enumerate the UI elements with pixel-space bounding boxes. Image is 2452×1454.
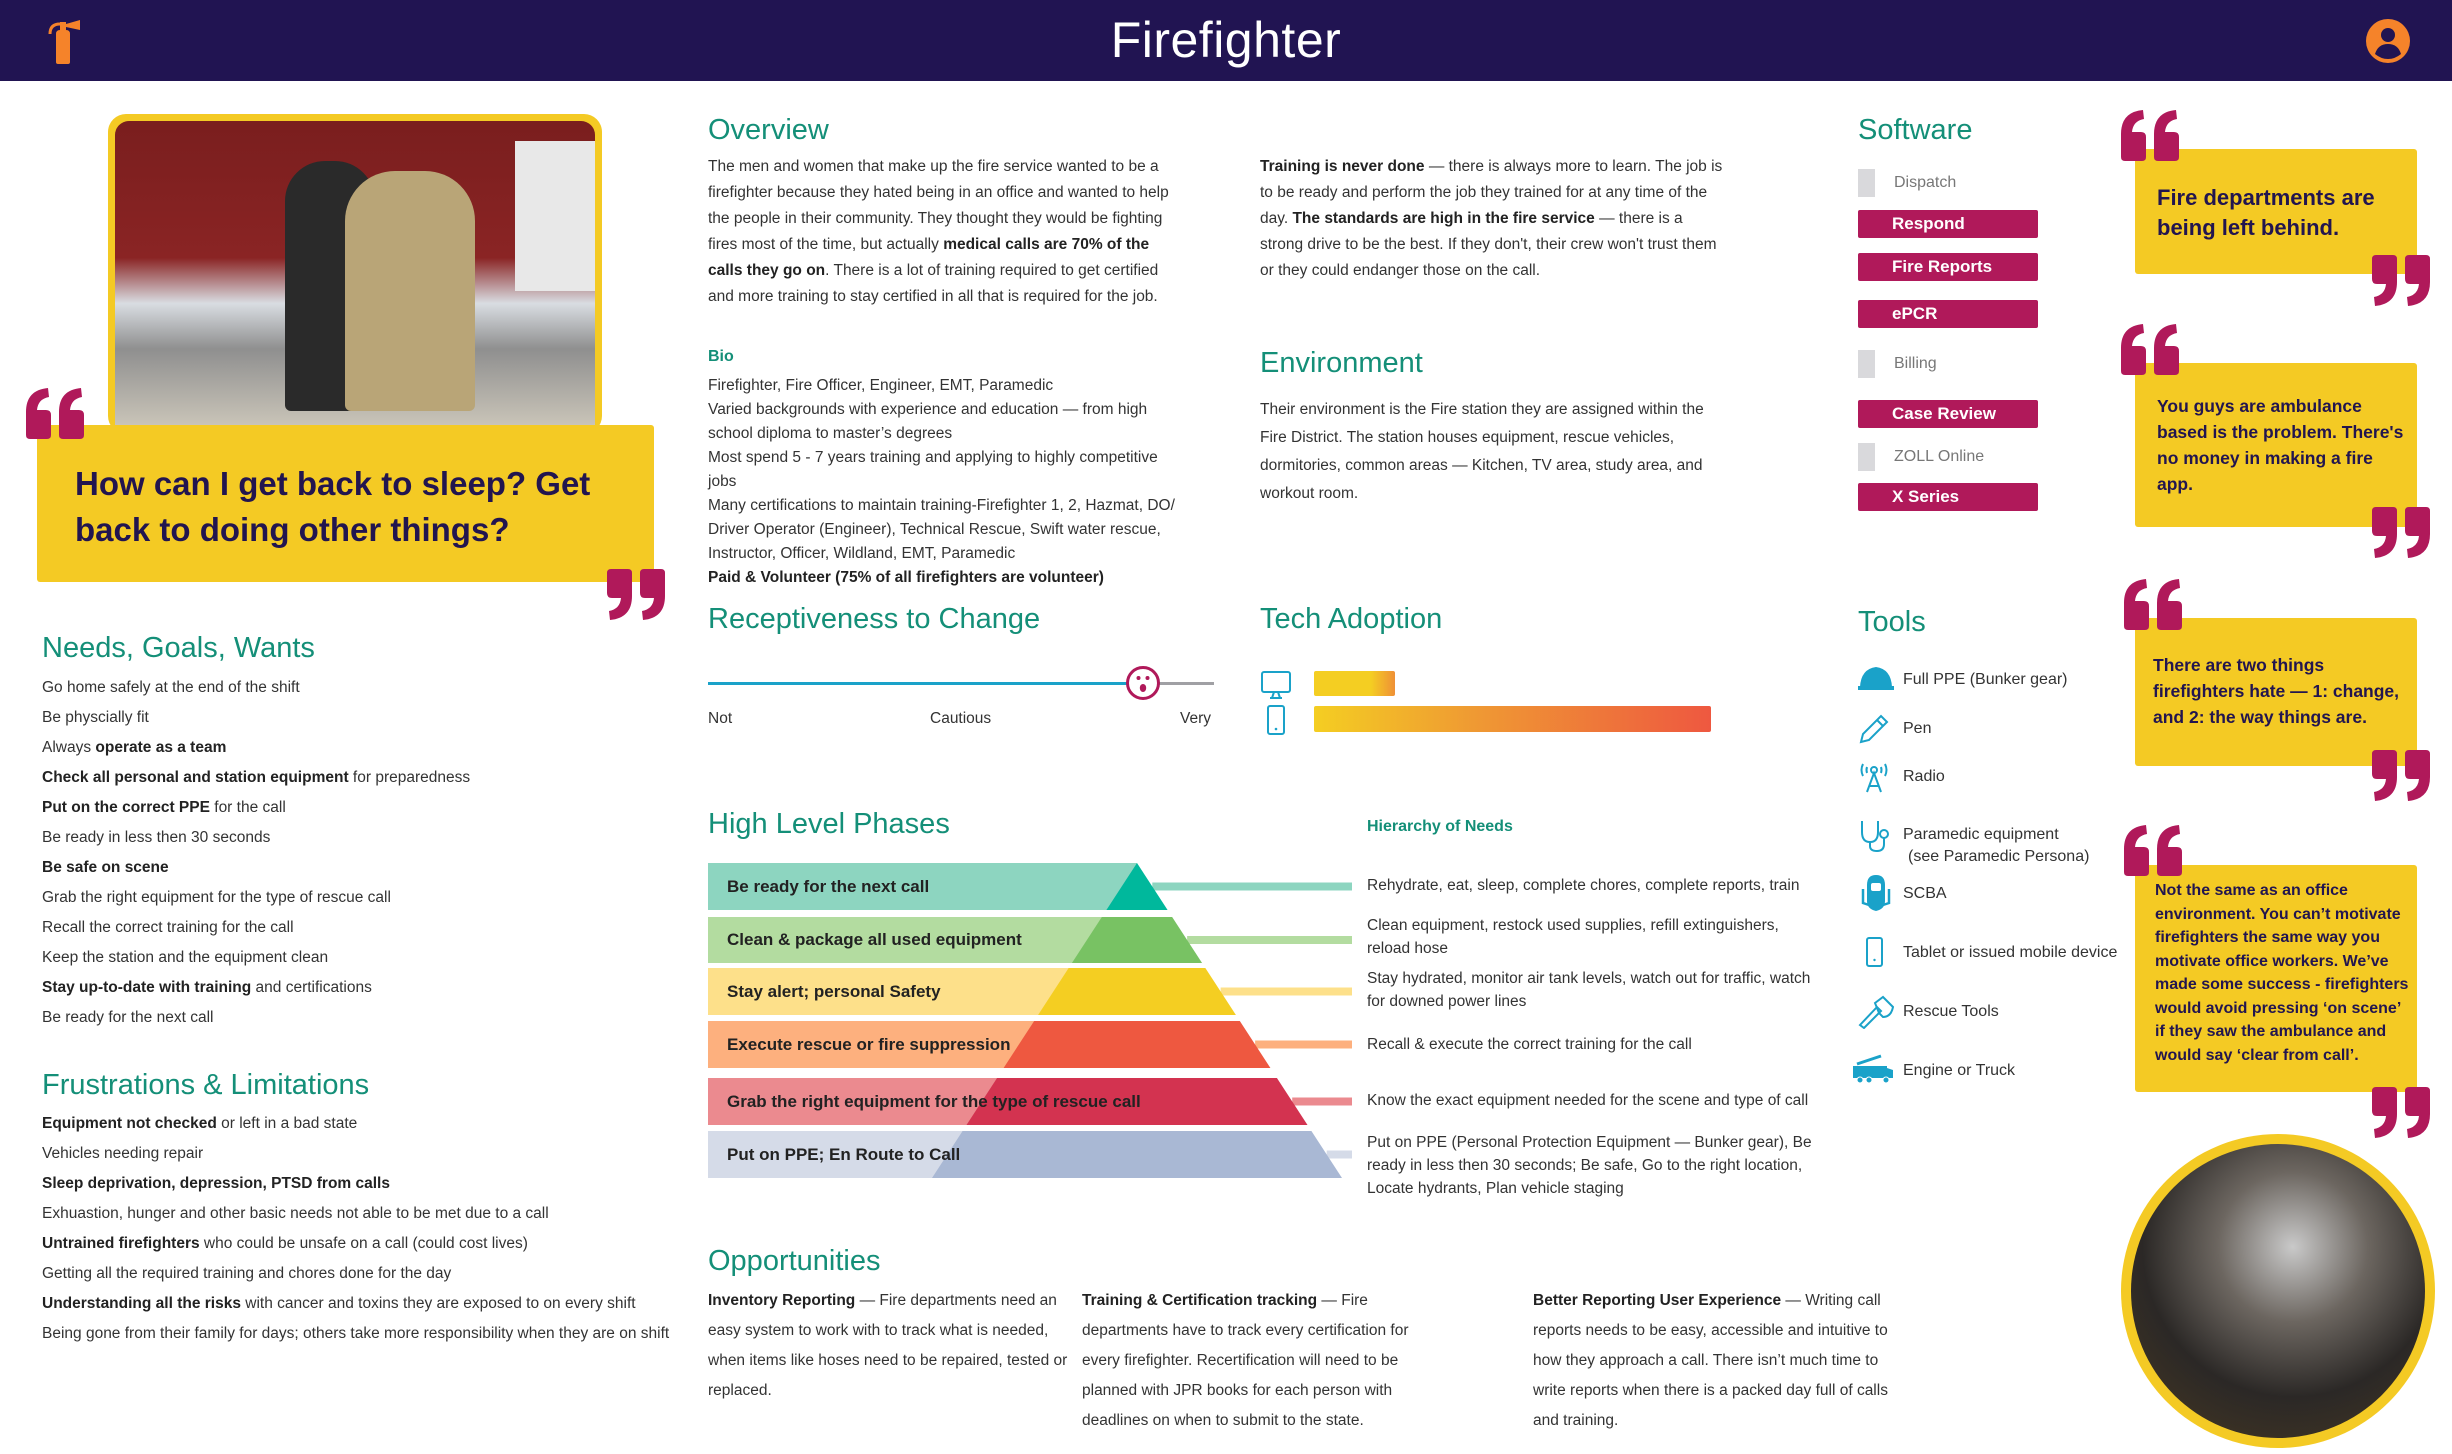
tool-radio — [1903, 766, 1945, 788]
bold-text: Training is never done — [1260, 158, 1425, 175]
bold-text: Understanding all the risks — [42, 1295, 241, 1312]
open-quote-icon — [2119, 322, 2181, 376]
close-quote-icon — [2370, 506, 2432, 560]
tool-tablet — [1903, 942, 2117, 964]
text-segment: Exhuastion, hunger and other basic needs not able to be met due to a call — [42, 1205, 549, 1222]
bold-text: Stay up-to-date with training — [42, 979, 252, 996]
text-segment: with cancer and toxins they are exposed to on every shift — [240, 1295, 636, 1312]
environment-text: Their environment is the Fire station they are assigned within the Fire District. The station houses equipment, rescue vehicles, dormitories, common areas — Kitchen, TV area, study area, and workout room. — [1260, 401, 1704, 502]
opportunity-text: — Writing call reports needs to be easy, accessible and intuitive to how they approach a call. There isn’t much time to write reports when there is a packed day full of calls and training. — [1533, 1292, 1888, 1429]
environment-heading: Environment — [1260, 347, 1423, 379]
opportunity-item — [1082, 1286, 1442, 1436]
hierarchy-heading: Hierarchy of Needs — [1367, 818, 1513, 835]
phases-heading: High Level Phases — [708, 808, 950, 840]
opportunity-item — [1533, 1286, 1903, 1436]
tool-label: Rescue Tools — [1903, 1003, 1999, 1020]
tool-label: Radio — [1903, 768, 1945, 785]
bold-text: The standards are high in the fire service — [1292, 210, 1595, 227]
bold-text: Be safe on scene — [42, 859, 169, 876]
phase-label: Clean & package all used equipment — [727, 930, 1022, 949]
bold-text: Check all personal and station equipment — [42, 769, 349, 786]
close-quote-icon — [2370, 1086, 2432, 1140]
quote-box — [2135, 363, 2417, 527]
text-segment: The men and women that make up the fire service wanted to be a firefighter because they hated being in an office and wanted to help the people in their community. They thought they would be fighting fires most of the time, but actually — [708, 158, 1169, 253]
phase-need: Recall & execute the correct training for the call — [1367, 1036, 1692, 1053]
text-segment: Grab the right equipment for the type of rescue call — [42, 889, 391, 906]
opportunity-title: Inventory Reporting — [708, 1292, 856, 1309]
open-quote-icon — [2122, 823, 2184, 877]
bold-text: operate as a team — [95, 739, 227, 756]
quote-text: Not the same as an office environment. You can’t motivate firefighters the same way you motivate office workers. We’ve made some success - firefighters would avoid pressing ‘on scene’ if they saw the ambulance and would say ‘clear from call’. — [2155, 882, 2409, 1064]
receptiveness-label-very: Very — [1180, 710, 1212, 727]
bold-text: Equipment not checked — [42, 1115, 217, 1132]
tool-label: SCBA — [1903, 885, 1947, 902]
text-segment: Being gone from their family for days; others take more responsibility when they are on shift — [42, 1325, 670, 1342]
receptiveness-heading: Receptiveness to Change — [708, 603, 1041, 635]
pyramid-tier — [1038, 968, 1236, 1015]
text-segment: . There is a lot of training required to get certified and more training to stay certified in all that is required for the job. — [708, 262, 1159, 305]
phase-need: Clean equipment, restock used supplies, refill extinguishers, reload hose — [1367, 917, 1779, 957]
software-item-used: ePCR — [1858, 300, 2038, 328]
bio-heading: Bio — [708, 348, 734, 365]
tool-label: Pen — [1903, 720, 1932, 737]
tool-rescue — [1903, 1001, 1999, 1023]
tool-sublabel: (see Paramedic Persona) — [1908, 848, 2090, 865]
opportunity-text: — Fire departments have to track every certification for every firefighter. Recertification will need to be planned with JPR books for each person with deadlines on when to submit to the state. — [1082, 1292, 1409, 1429]
page-title: Firefighter — [1110, 12, 1342, 68]
tool-label: Full PPE (Bunker gear) — [1903, 671, 2068, 688]
text-segment: — there is always more to learn. The job is to be ready and perform the job they trained for at any time of the day. — [1260, 158, 1723, 227]
text-segment: Most spend 5 - 7 years training and applying to highly competitive jobs — [708, 449, 1158, 490]
text-segment: — there is a strong drive to be the best. If they don't, their crew won't trust them or they could endanger those on the call. — [1260, 210, 1717, 279]
phase-label: Stay alert; personal Safety — [727, 982, 941, 1001]
pyramid-tier — [1004, 1021, 1271, 1068]
scba-mask-icon — [1857, 873, 1895, 913]
opportunity-title: Better Reporting User Experience — [1533, 1292, 1782, 1309]
open-quote-icon — [2122, 577, 2184, 631]
text-segment: Getting all the required training and chores done for the day — [42, 1265, 452, 1282]
tablet-icon — [1857, 936, 1891, 972]
software-item-unused: Billing — [1858, 350, 2038, 378]
close-quote-icon — [2370, 749, 2432, 803]
text-segment: for the call — [209, 799, 286, 816]
phase-need: Put on PPE (Personal Protection Equipment — Bunker gear), Be ready in less then 30 seconds; Be safe, Go to the right location, Locate hydrants, Plan vehicle staging — [1367, 1134, 1812, 1197]
software-item-used: Case Review — [1858, 400, 2038, 428]
opportunities-heading: Opportunities — [708, 1245, 881, 1277]
phase-label: Put on PPE; En Route to Call — [727, 1145, 961, 1164]
pyramid-tier — [932, 1131, 1342, 1178]
firefighter-circle-photo — [2131, 1144, 2425, 1438]
text-segment: or left in a bad state — [216, 1115, 358, 1132]
phase-need: Stay hydrated, monitor air tank levels, watch out for traffic, watch for downed power lines — [1367, 970, 1811, 1010]
text-segment: Firefighter, Fire Officer, Engineer, EMT, Paramedic — [708, 377, 1054, 394]
software-item-used: Fire Reports — [1858, 253, 2038, 281]
tool-label: Tablet or issued mobile device — [1903, 944, 2118, 961]
text-segment: Keep the station and the equipment clean — [42, 949, 329, 966]
text-segment: Varied backgrounds with experience and education — from high school diploma to master’s degrees — [708, 401, 1148, 442]
phase-connector — [1327, 1151, 1352, 1159]
needs-heading: Needs, Goals, Wants — [42, 632, 315, 664]
tool-pen — [1903, 718, 1931, 740]
tool-scba — [1903, 883, 1947, 905]
axe-icon — [1857, 995, 1895, 1029]
tool-label: Paramedic equipment — [1903, 826, 2059, 843]
text-segment: Recall the correct training for the call — [42, 919, 294, 936]
text-segment: Be ready in less then 30 seconds — [42, 829, 271, 846]
tool-label: Engine or Truck — [1903, 1062, 2016, 1079]
radio-tower-icon — [1857, 760, 1891, 794]
bold-text: Sleep deprivation, depression, PTSD from calls — [42, 1175, 390, 1192]
tool-paramedic — [1903, 824, 2089, 868]
software-item-used: Respond — [1858, 210, 2038, 238]
close-quote-icon — [2370, 254, 2432, 308]
text-segment: Many certifications to maintain training-Firefighter 1, 2, Hazmat, DO/ Driver Operator (Engineer), Technical Rescue, Swift water rescue, Instructor, Officer, Wildland, EMT, Paramedic — [708, 497, 1175, 562]
tool-ppe — [1903, 669, 2068, 691]
phase-label: Grab the right equipment for the type of rescue call — [727, 1092, 1141, 1111]
text-segment: Be physcially fit — [42, 709, 149, 726]
phase-connector — [1255, 1041, 1352, 1049]
quote-text: There are two things firefighters hate — 1: change, and 2: the way things are. — [2153, 655, 2400, 727]
text-segment: Always — [42, 739, 96, 756]
phase-connector — [1292, 1098, 1352, 1106]
tech-adoption-heading: Tech Adoption — [1260, 603, 1443, 635]
software-item-used: X Series — [1858, 483, 2038, 511]
fire-truck-icon — [1851, 1054, 1895, 1084]
text-segment: Be ready for the next call — [42, 1009, 214, 1026]
text-segment: Vehicles needing repair — [42, 1145, 204, 1162]
opportunity-text: — Fire departments need an easy system to work with to track what is needed, when items like hoses need to be repaired, tested or replaced. — [708, 1292, 1068, 1399]
phase-connector — [1152, 883, 1352, 891]
main-quote-text: How can I get back to sleep? Get back to doing other things? — [75, 465, 591, 548]
bold-text: Put on the correct PPE — [42, 799, 210, 816]
bold-text: medical calls are 70% of the calls they go on — [708, 236, 1150, 279]
stethoscope-icon — [1857, 818, 1891, 854]
phase-label: Be ready for the next call — [727, 877, 930, 896]
bold-text: Paid & Volunteer (75% of all firefighters are volunteer) — [708, 569, 1104, 586]
receptiveness-label-not: Not — [708, 710, 733, 727]
quote-box — [2135, 618, 2417, 766]
phase-label: Execute rescue or fire suppression — [727, 1035, 1011, 1054]
phase-connector — [1187, 936, 1352, 944]
quote-box — [2135, 865, 2417, 1092]
phase-need: Rehydrate, eat, sleep, complete chores, complete reports, train — [1367, 877, 1800, 894]
helmet-icon — [1857, 663, 1895, 693]
quote-text: You guys are ambulance based is the problem. There's no money in making a fire app. — [2157, 396, 2404, 494]
frustrations-heading: Frustrations & Limitations — [42, 1069, 370, 1101]
software-item-unused: ZOLL Online — [1858, 443, 2038, 471]
opportunity-item — [708, 1286, 1068, 1406]
opportunity-title: Training & Certification tracking — [1082, 1292, 1318, 1309]
phase-need: Know the exact equipment needed for the scene and type of call — [1367, 1092, 1809, 1109]
text-segment: who could be unsafe on a call (could cost lives) — [199, 1235, 528, 1252]
software-item-unused: Dispatch — [1858, 169, 2038, 197]
software-heading: Software — [1858, 114, 1973, 146]
phase-connector — [1221, 988, 1352, 996]
open-quote-icon — [2119, 108, 2181, 162]
receptiveness-label-cautious: Cautious — [930, 710, 992, 727]
overview-heading: Overview — [708, 114, 829, 146]
text-segment: and certifications — [251, 979, 372, 996]
tools-heading: Tools — [1858, 606, 1926, 638]
quote-text: Fire departments are being left behind. — [2157, 185, 2375, 240]
text-segment: Go home safely at the end of the shift — [42, 679, 300, 696]
text-segment: for preparedness — [348, 769, 471, 786]
pen-icon — [1857, 712, 1891, 746]
tool-engine — [1903, 1060, 2015, 1082]
bold-text: Untrained firefighters — [42, 1235, 200, 1252]
